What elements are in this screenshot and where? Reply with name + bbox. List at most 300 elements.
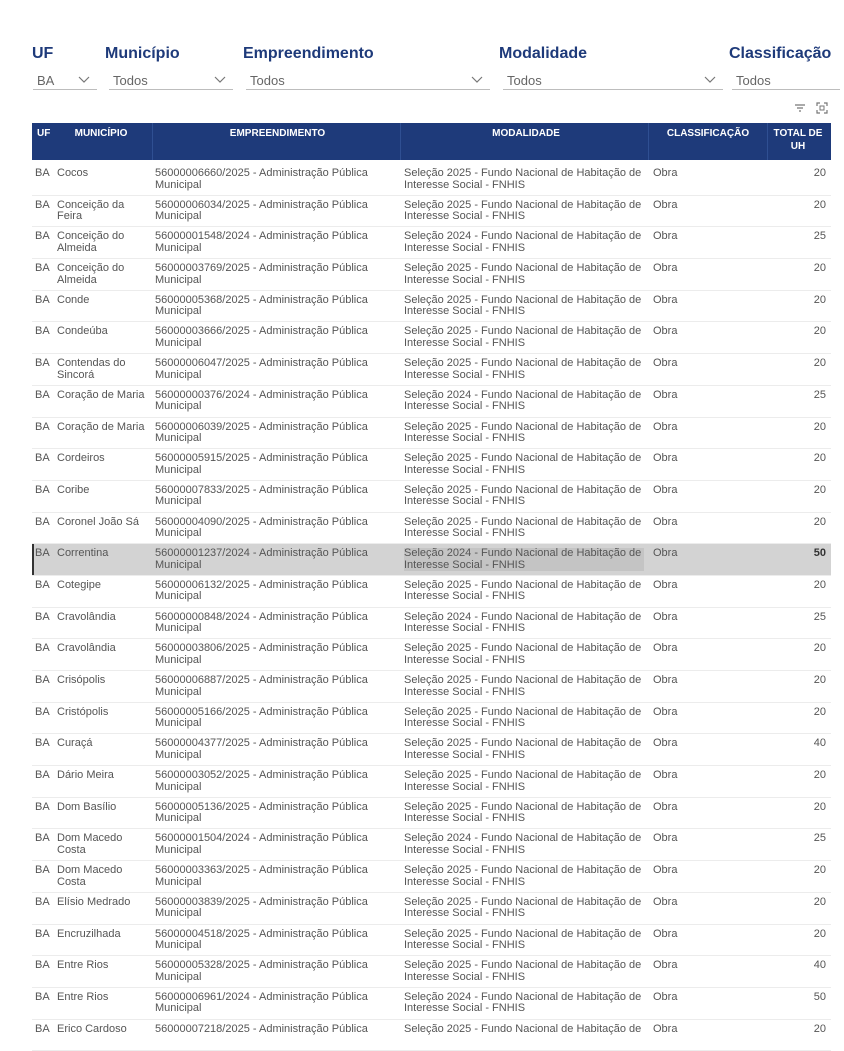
cell-empreendimento-line: 56000003769/2025 - Administração Pública bbox=[155, 263, 368, 275]
cell-modalidade-line: Seleção 2025 - Fundo Nacional de Habitação de bbox=[404, 579, 642, 591]
filter-value-empreendimento: Todos bbox=[250, 73, 285, 88]
cell-uf bbox=[35, 897, 55, 909]
table-row[interactable] bbox=[32, 386, 831, 418]
cell-classificacao-line: Obra bbox=[653, 991, 678, 1003]
cell-municipio bbox=[57, 326, 152, 338]
cell-municipio bbox=[57, 1024, 152, 1036]
cell-total-uh-line: 20 bbox=[813, 484, 826, 496]
cell-empreendimento bbox=[155, 707, 400, 730]
cell-total-uh bbox=[766, 422, 826, 434]
cell-modalidade-line: Seleção 2025 - Fundo Nacional de Habitação de bbox=[404, 358, 642, 370]
column-header-classificacao[interactable]: CLASSIFICAÇÃO bbox=[666, 128, 750, 139]
cell-municipio bbox=[57, 865, 152, 888]
cell-classificacao bbox=[653, 517, 753, 529]
chevron-down-icon bbox=[213, 72, 227, 86]
cell-modalidade-line: Seleção 2025 - Fundo Nacional de Habitação de bbox=[404, 1023, 642, 1035]
cell-modalidade bbox=[404, 422, 644, 445]
cell-municipio-line: Condeúba bbox=[57, 326, 108, 338]
cell-total-uh bbox=[766, 992, 826, 1004]
cell-empreendimento-line: 56000004518/2025 - Administração Pública bbox=[155, 928, 368, 940]
cell-classificacao-line: Obra bbox=[653, 516, 678, 528]
cell-classificacao bbox=[653, 960, 753, 972]
table-row[interactable] bbox=[32, 259, 831, 291]
cell-modalidade-line: Seleção 2025 - Fundo Nacional de Habitação de bbox=[404, 675, 642, 686]
cell-municipio bbox=[57, 485, 152, 497]
visual-toolbar bbox=[790, 100, 834, 118]
cell-classificacao bbox=[653, 738, 753, 750]
cell-empreendimento bbox=[155, 358, 400, 381]
cell-empreendimento-line: Municipal bbox=[155, 273, 202, 286]
cell-classificacao-line: Obra bbox=[653, 675, 678, 686]
cell-modalidade bbox=[404, 738, 644, 761]
cell-classificacao bbox=[653, 643, 753, 655]
cell-total-uh bbox=[766, 833, 826, 845]
cell-modalidade-line: Interesse Social - FNHIS bbox=[404, 685, 526, 698]
cell-modalidade bbox=[404, 548, 644, 571]
cell-empreendimento-line: Municipal bbox=[155, 622, 202, 635]
cell-empreendimento-line: Municipal bbox=[155, 875, 202, 888]
cell-modalidade-line: Interesse Social - FNHIS bbox=[404, 780, 526, 793]
cell-municipio bbox=[57, 453, 152, 465]
cell-empreendimento-line: Municipal bbox=[155, 432, 202, 444]
cell-uf bbox=[35, 517, 55, 529]
cell-modalidade-line: Interesse Social - FNHIS bbox=[404, 432, 526, 444]
table-row[interactable] bbox=[32, 766, 831, 798]
cell-modalidade bbox=[404, 485, 644, 508]
cell-municipio bbox=[57, 422, 152, 434]
cell-modalidade bbox=[404, 770, 644, 793]
cell-uf bbox=[35, 548, 55, 560]
cell-empreendimento-line: Municipal bbox=[155, 463, 202, 476]
cell-total-uh bbox=[766, 802, 826, 814]
filter-select-empreendimento[interactable] bbox=[246, 70, 490, 90]
cell-municipio bbox=[57, 168, 152, 180]
cell-empreendimento bbox=[155, 200, 400, 223]
cell-classificacao-line: Obra bbox=[653, 294, 678, 306]
filter-select-modalidade[interactable] bbox=[503, 70, 723, 90]
cell-classificacao-line: Obra bbox=[653, 960, 678, 972]
cell-uf-line: BA bbox=[35, 643, 50, 655]
filter-select-classificacao[interactable] bbox=[732, 70, 840, 90]
cell-total-uh-line: 20 bbox=[813, 358, 826, 370]
cell-uf bbox=[35, 168, 55, 180]
cell-uf bbox=[35, 485, 55, 497]
table-row[interactable] bbox=[32, 703, 831, 735]
cell-empreendimento bbox=[155, 295, 400, 318]
data-table bbox=[32, 123, 831, 1051]
cell-classificacao bbox=[653, 390, 753, 402]
cell-classificacao bbox=[653, 929, 753, 941]
table-row[interactable] bbox=[32, 1020, 831, 1051]
filter-select-municipio[interactable] bbox=[109, 70, 233, 90]
cell-classificacao bbox=[653, 453, 753, 465]
column-header-total-uh[interactable]: TOTAL DE UH bbox=[773, 128, 823, 152]
cell-uf-line: BA bbox=[35, 865, 50, 877]
cell-empreendimento-line: 56000003052/2025 - Administração Pública bbox=[155, 770, 368, 782]
table-row[interactable] bbox=[32, 893, 831, 925]
cell-classificacao bbox=[653, 358, 753, 370]
cell-classificacao-line: Obra bbox=[653, 484, 678, 496]
cell-modalidade bbox=[404, 643, 644, 666]
cell-classificacao-line: Obra bbox=[653, 168, 678, 179]
cell-total-uh bbox=[766, 485, 826, 497]
cell-municipio bbox=[57, 612, 152, 624]
cell-total-uh-line: 20 bbox=[813, 516, 826, 528]
column-header-municipio[interactable]: MUNICÍPIO bbox=[74, 128, 128, 139]
cell-total-uh-line: 50 bbox=[813, 548, 826, 560]
column-header-empreendimento[interactable]: EMPREENDIMENTO bbox=[229, 128, 326, 139]
cell-classificacao bbox=[653, 612, 753, 624]
cell-empreendimento bbox=[155, 643, 400, 666]
cell-uf-line: BA bbox=[35, 199, 50, 211]
cell-municipio bbox=[57, 738, 152, 750]
filter-select-uf[interactable] bbox=[33, 70, 97, 90]
cell-modalidade-line: Interesse Social - FNHIS bbox=[404, 748, 526, 761]
cell-empreendimento-line: Municipal bbox=[155, 558, 202, 571]
cell-empreendimento-line: Municipal bbox=[155, 939, 202, 951]
cell-uf-line: BA bbox=[35, 484, 50, 496]
cell-empreendimento bbox=[155, 929, 400, 952]
cell-uf bbox=[35, 992, 55, 1004]
cell-municipio-line: Dário Meira bbox=[57, 770, 114, 782]
cell-modalidade bbox=[404, 833, 644, 856]
cell-total-uh-line: 40 bbox=[813, 738, 826, 750]
cell-empreendimento-line: 56000005368/2025 - Administração Pública bbox=[155, 294, 368, 306]
cell-total-uh bbox=[766, 770, 826, 782]
cell-empreendimento bbox=[155, 390, 400, 413]
cell-modalidade-line: Seleção 2025 - Fundo Nacional de Habitação de bbox=[404, 199, 642, 211]
cell-classificacao-line: Obra bbox=[653, 770, 678, 782]
cell-modalidade bbox=[404, 231, 644, 254]
cell-uf bbox=[35, 770, 55, 782]
cell-total-uh bbox=[766, 548, 826, 560]
cell-total-uh-line: 20 bbox=[813, 865, 826, 877]
cell-empreendimento bbox=[155, 485, 400, 508]
cell-classificacao-line: Obra bbox=[653, 263, 678, 275]
cell-empreendimento bbox=[155, 168, 400, 191]
cell-uf bbox=[35, 231, 55, 243]
cell-empreendimento-line: 56000003806/2025 - Administração Pública bbox=[155, 643, 368, 655]
table-row[interactable] bbox=[32, 418, 831, 450]
cell-total-uh bbox=[766, 738, 826, 750]
cell-uf bbox=[35, 1024, 55, 1036]
cell-uf bbox=[35, 453, 55, 465]
cell-empreendimento bbox=[155, 897, 400, 920]
cell-uf-line: BA bbox=[35, 738, 50, 750]
cell-empreendimento bbox=[155, 612, 400, 635]
cell-total-uh-line: 40 bbox=[813, 960, 826, 972]
cell-empreendimento bbox=[155, 548, 400, 571]
cell-classificacao bbox=[653, 865, 753, 877]
cell-total-uh-line: 20 bbox=[813, 168, 826, 179]
cell-municipio-line: Coração de Maria bbox=[57, 389, 145, 401]
cell-empreendimento-line: Municipal bbox=[155, 336, 202, 349]
cell-uf bbox=[35, 390, 55, 402]
cell-uf-line: BA bbox=[35, 896, 50, 908]
cell-modalidade-line: Interesse Social - FNHIS bbox=[404, 178, 526, 191]
cell-modalidade-line: Interesse Social - FNHIS bbox=[404, 970, 526, 983]
cell-modalidade-line: Interesse Social - FNHIS bbox=[404, 939, 526, 951]
cell-modalidade-line: Seleção 2025 - Fundo Nacional de Habitação de bbox=[404, 738, 642, 750]
cell-classificacao bbox=[653, 422, 753, 434]
cell-modalidade bbox=[404, 326, 644, 349]
filter-value-municipio: Todos bbox=[113, 73, 148, 88]
cell-uf bbox=[35, 738, 55, 750]
cell-uf-line: BA bbox=[35, 168, 50, 179]
cell-municipio bbox=[57, 295, 152, 307]
cell-empreendimento-line: 56000006961/2024 - Administração Pública bbox=[155, 991, 368, 1003]
table-row[interactable] bbox=[32, 513, 831, 545]
cell-total-uh-line: 20 bbox=[813, 896, 826, 908]
cell-empreendimento-line: 56000004090/2025 - Administração Pública bbox=[155, 516, 368, 528]
cell-municipio-line: Elísio Medrado bbox=[57, 896, 131, 908]
cell-classificacao bbox=[653, 263, 753, 275]
cell-total-uh-line: 20 bbox=[813, 453, 826, 465]
chevron-down-icon bbox=[703, 72, 717, 86]
table-row[interactable] bbox=[32, 227, 831, 259]
cell-municipio-line: Cristópolis bbox=[57, 706, 109, 718]
cell-uf bbox=[35, 675, 55, 687]
cell-empreendimento bbox=[155, 326, 400, 349]
filter-label-municipio: Município bbox=[105, 45, 180, 62]
cell-uf bbox=[35, 200, 55, 212]
cell-modalidade-line: Interesse Social - FNHIS bbox=[404, 875, 526, 888]
table-row[interactable] bbox=[32, 576, 831, 608]
cell-modalidade-line: Interesse Social - FNHIS bbox=[404, 843, 526, 856]
cell-municipio bbox=[57, 770, 152, 782]
cell-total-uh bbox=[766, 643, 826, 655]
cell-municipio bbox=[57, 833, 152, 856]
cell-classificacao bbox=[653, 548, 753, 560]
cell-total-uh bbox=[766, 897, 826, 909]
filter-value-modalidade: Todos bbox=[507, 73, 542, 88]
cell-empreendimento-line: 56000005328/2025 - Administração Pública bbox=[155, 960, 368, 972]
filter-label-empreendimento: Empreendimento bbox=[243, 45, 374, 62]
cell-total-uh-line: 20 bbox=[813, 199, 826, 211]
cell-total-uh bbox=[766, 960, 826, 972]
table-row[interactable] bbox=[32, 798, 831, 830]
cell-modalidade bbox=[404, 929, 644, 952]
cell-municipio bbox=[57, 548, 152, 560]
cell-classificacao-line: Obra bbox=[653, 738, 678, 750]
cell-classificacao-line: Obra bbox=[653, 358, 678, 370]
cell-municipio-line: Conceição da Feira bbox=[57, 199, 125, 223]
cell-uf-line: BA bbox=[35, 833, 50, 845]
cell-classificacao-line: Obra bbox=[653, 643, 678, 655]
cell-modalidade-line: Seleção 2025 - Fundo Nacional de Habitação de bbox=[404, 928, 642, 940]
cell-municipio bbox=[57, 992, 152, 1004]
cell-municipio-line: Coribe bbox=[57, 484, 90, 496]
cell-modalidade-line: Seleção 2025 - Fundo Nacional de Habitação de bbox=[404, 453, 642, 465]
cell-empreendimento-line: Municipal bbox=[155, 685, 202, 698]
cell-modalidade bbox=[404, 992, 644, 1015]
table-row[interactable] bbox=[32, 354, 831, 386]
cell-uf-line: BA bbox=[35, 675, 50, 686]
cell-modalidade-line: Interesse Social - FNHIS bbox=[404, 1002, 526, 1015]
cell-empreendimento-line: Municipal bbox=[155, 495, 202, 508]
cell-uf-line: BA bbox=[35, 453, 50, 465]
cell-municipio bbox=[57, 643, 152, 655]
table-row[interactable] bbox=[32, 639, 831, 671]
cell-empreendimento bbox=[155, 675, 400, 698]
cell-modalidade bbox=[404, 453, 644, 476]
table-row[interactable] bbox=[32, 734, 831, 766]
cell-empreendimento-line: 56000006660/2025 - Administração Pública bbox=[155, 168, 368, 179]
cell-classificacao-line: Obra bbox=[653, 231, 678, 243]
cell-municipio-line: Encruzilhada bbox=[57, 928, 121, 940]
cell-modalidade bbox=[404, 168, 644, 191]
column-header-modalidade[interactable]: MODALIDADE bbox=[492, 128, 560, 139]
cell-uf bbox=[35, 612, 55, 624]
cell-total-uh bbox=[766, 326, 826, 338]
table-row[interactable] bbox=[32, 925, 831, 957]
cell-modalidade-line: Seleção 2024 - Fundo Nacional de Habitação de bbox=[404, 991, 642, 1003]
cell-modalidade-line: Interesse Social - FNHIS bbox=[404, 622, 526, 635]
cell-modalidade-line: Seleção 2025 - Fundo Nacional de Habitação de bbox=[404, 516, 642, 528]
cell-uf bbox=[35, 580, 55, 592]
cell-empreendimento bbox=[155, 992, 400, 1015]
cell-empreendimento-line: 56000003666/2025 - Administração Pública bbox=[155, 326, 368, 338]
cell-municipio-line: Correntina bbox=[57, 548, 109, 560]
cell-municipio bbox=[57, 263, 152, 286]
cell-municipio-line: Conceição do Almeida bbox=[57, 263, 125, 286]
cell-uf-line: BA bbox=[35, 389, 50, 401]
cell-empreendimento bbox=[155, 960, 400, 983]
table-row[interactable] bbox=[32, 164, 831, 196]
chevron-down-icon bbox=[77, 72, 91, 86]
filter-value-uf: BA bbox=[37, 73, 55, 88]
cell-uf-line: BA bbox=[35, 991, 50, 1003]
table-row[interactable] bbox=[32, 956, 831, 988]
cell-modalidade-line: Interesse Social - FNHIS bbox=[404, 336, 526, 349]
table-row[interactable] bbox=[32, 449, 831, 481]
table-row[interactable] bbox=[32, 671, 831, 703]
cell-empreendimento bbox=[155, 865, 400, 888]
cell-uf bbox=[35, 358, 55, 370]
cell-total-uh-line: 20 bbox=[813, 579, 826, 591]
cell-municipio-line: Cotegipe bbox=[57, 579, 102, 591]
cell-modalidade-line: Seleção 2025 - Fundo Nacional de Habitação de bbox=[404, 706, 642, 718]
expand-icon[interactable] bbox=[814, 100, 830, 116]
cell-uf-line: BA bbox=[35, 358, 50, 370]
cell-modalidade-line: Interesse Social - FNHIS bbox=[404, 463, 526, 476]
filter-bar bbox=[0, 0, 844, 100]
column-header-uf[interactable]: UF bbox=[37, 128, 51, 139]
cell-empreendimento-line: Municipal bbox=[155, 780, 202, 793]
cell-total-uh-line: 20 bbox=[813, 294, 826, 306]
column-divider bbox=[400, 123, 401, 160]
cell-municipio-line: Coronel João Sá bbox=[57, 516, 139, 528]
cell-empreendimento-line: 56000005136/2025 - Administração Pública bbox=[155, 801, 368, 813]
cell-classificacao bbox=[653, 770, 753, 782]
cell-modalidade bbox=[404, 358, 644, 381]
filter-label-modalidade: Modalidade bbox=[499, 45, 588, 62]
cell-total-uh bbox=[766, 707, 826, 719]
cell-modalidade-line: Seleção 2025 - Fundo Nacional de Habitação de bbox=[404, 326, 642, 338]
filter-label-classificacao: Classificação bbox=[729, 45, 832, 62]
cell-municipio-line: Curaçá bbox=[57, 738, 93, 750]
cell-classificacao-line: Obra bbox=[653, 611, 678, 623]
cell-municipio-line: Cocos bbox=[57, 168, 89, 179]
table-row[interactable] bbox=[32, 544, 831, 576]
cell-modalidade bbox=[404, 612, 644, 635]
cell-municipio-line: Dom Macedo Costa bbox=[57, 833, 123, 856]
cell-empreendimento-line: 56000006034/2025 - Administração Pública bbox=[155, 199, 368, 211]
table-row[interactable] bbox=[32, 322, 831, 354]
table-row[interactable] bbox=[32, 608, 831, 640]
cell-total-uh bbox=[766, 231, 826, 243]
table-row[interactable] bbox=[32, 861, 831, 893]
cell-modalidade-line: Interesse Social - FNHIS bbox=[404, 400, 526, 413]
cell-empreendimento bbox=[155, 580, 400, 603]
cell-modalidade-line: Interesse Social - FNHIS bbox=[404, 210, 526, 223]
cell-total-uh bbox=[766, 517, 826, 529]
cell-modalidade-line: Interesse Social - FNHIS bbox=[404, 812, 526, 825]
cell-uf bbox=[35, 960, 55, 972]
table-row[interactable] bbox=[32, 481, 831, 513]
cell-empreendimento-line: 56000004377/2025 - Administração Pública bbox=[155, 738, 368, 750]
cell-uf-line: BA bbox=[35, 294, 50, 306]
cell-modalidade-line: Seleção 2024 - Fundo Nacional de Habitação de bbox=[404, 833, 642, 845]
cell-uf-line: BA bbox=[35, 516, 50, 528]
cell-uf-line: BA bbox=[35, 706, 50, 718]
cell-modalidade bbox=[404, 960, 644, 983]
cell-empreendimento-line: 56000006047/2025 - Administração Pública bbox=[155, 358, 368, 370]
cell-total-uh bbox=[766, 200, 826, 212]
cell-modalidade-line: Seleção 2025 - Fundo Nacional de Habitação de bbox=[404, 168, 642, 179]
cell-modalidade bbox=[404, 802, 644, 825]
cell-modalidade-line: Interesse Social - FNHIS bbox=[404, 907, 526, 920]
cell-empreendimento bbox=[155, 517, 400, 540]
cell-classificacao bbox=[653, 897, 753, 909]
cell-empreendimento-line: 56000001504/2024 - Administração Pública bbox=[155, 833, 368, 845]
cell-uf-line: BA bbox=[35, 801, 50, 813]
cell-empreendimento bbox=[155, 231, 400, 254]
cell-municipio-line: Cravolândia bbox=[57, 611, 116, 623]
chevron-down-icon bbox=[470, 72, 484, 86]
cell-empreendimento bbox=[155, 770, 400, 793]
cell-empreendimento bbox=[155, 422, 400, 445]
cell-municipio-line: Conceição do Almeida bbox=[57, 231, 125, 254]
cell-empreendimento-line: Municipal bbox=[155, 843, 202, 856]
cell-classificacao-line: Obra bbox=[653, 706, 678, 718]
cell-municipio-line: Conde bbox=[57, 294, 90, 306]
table-row[interactable] bbox=[32, 988, 831, 1020]
cell-total-uh bbox=[766, 675, 826, 687]
cell-total-uh bbox=[766, 295, 826, 307]
cell-empreendimento-line: Municipal bbox=[155, 241, 202, 254]
cell-total-uh-line: 25 bbox=[813, 231, 826, 243]
cell-uf bbox=[35, 929, 55, 941]
cell-total-uh-line: 20 bbox=[813, 421, 826, 433]
cell-modalidade-line: Interesse Social - FNHIS bbox=[404, 368, 526, 381]
filter-icon[interactable] bbox=[792, 100, 808, 116]
cell-empreendimento-line: Municipal bbox=[155, 400, 202, 413]
cell-uf bbox=[35, 865, 55, 877]
table-row[interactable] bbox=[32, 829, 831, 861]
cell-classificacao bbox=[653, 231, 753, 243]
cell-classificacao bbox=[653, 833, 753, 845]
cell-empreendimento-line: Municipal bbox=[155, 970, 202, 983]
cell-empreendimento-line: Municipal bbox=[155, 527, 202, 540]
cell-uf bbox=[35, 326, 55, 338]
cell-total-uh bbox=[766, 453, 826, 465]
cell-municipio bbox=[57, 929, 152, 941]
cell-total-uh-line: 20 bbox=[813, 326, 826, 338]
table-row[interactable] bbox=[32, 196, 831, 228]
cell-classificacao bbox=[653, 802, 753, 814]
table-row[interactable] bbox=[32, 291, 831, 323]
